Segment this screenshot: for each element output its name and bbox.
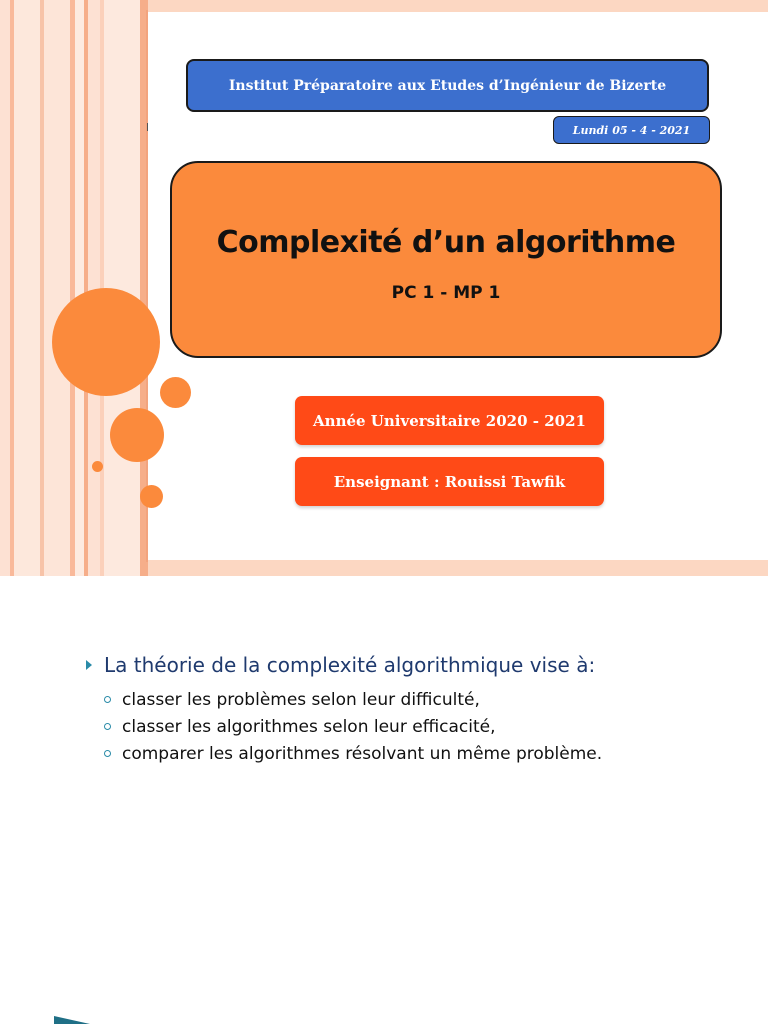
bottom-band <box>148 560 768 576</box>
decorative-circle-tiny <box>92 461 103 472</box>
teacher-label: Enseignant : Rouissi Tawfik <box>295 457 604 506</box>
decorative-circle-medium <box>110 408 164 462</box>
content-slide <box>0 576 768 1024</box>
tick-mark <box>147 123 148 131</box>
list-item <box>104 713 602 740</box>
title-box <box>170 161 722 358</box>
list-item-text: classer les algorithmes selon leur efficacité, <box>122 716 496 737</box>
decorative-circle-small <box>140 485 163 508</box>
decorative-circle-large <box>52 288 160 396</box>
circle-bullet-icon <box>104 696 111 703</box>
circle-bullet-icon <box>104 723 111 730</box>
list-item-text: comparer les algorithmes résolvant un même problème. <box>122 743 603 764</box>
institute-banner: Institut Préparatoire aux Etudes d’Ingénieur de Bizerte <box>186 59 709 112</box>
date-badge: Lundi 05 - 4 - 2021 <box>553 116 710 144</box>
academic-year-label: Année Universitaire 2020 - 2021 <box>295 396 604 445</box>
sub-bullet-list <box>104 686 602 767</box>
decorative-stripes <box>0 0 148 576</box>
list-item <box>104 740 602 767</box>
slide-subtitle: PC 1 - MP 1 <box>391 283 501 303</box>
slide-title: Complexité d’un algorithme <box>216 225 676 260</box>
circle-bullet-icon <box>104 750 111 757</box>
list-item <box>104 686 602 713</box>
main-bullet-text: La théorie de la complexité algorithmique vise à: <box>104 653 596 677</box>
list-item-text: classer les problèmes selon leur difficulté, <box>122 689 480 710</box>
decorative-circle-small <box>160 377 191 408</box>
corner-triangle-icon <box>54 1016 90 1024</box>
main-bullet <box>86 653 595 677</box>
triangle-bullet-icon <box>86 660 92 670</box>
